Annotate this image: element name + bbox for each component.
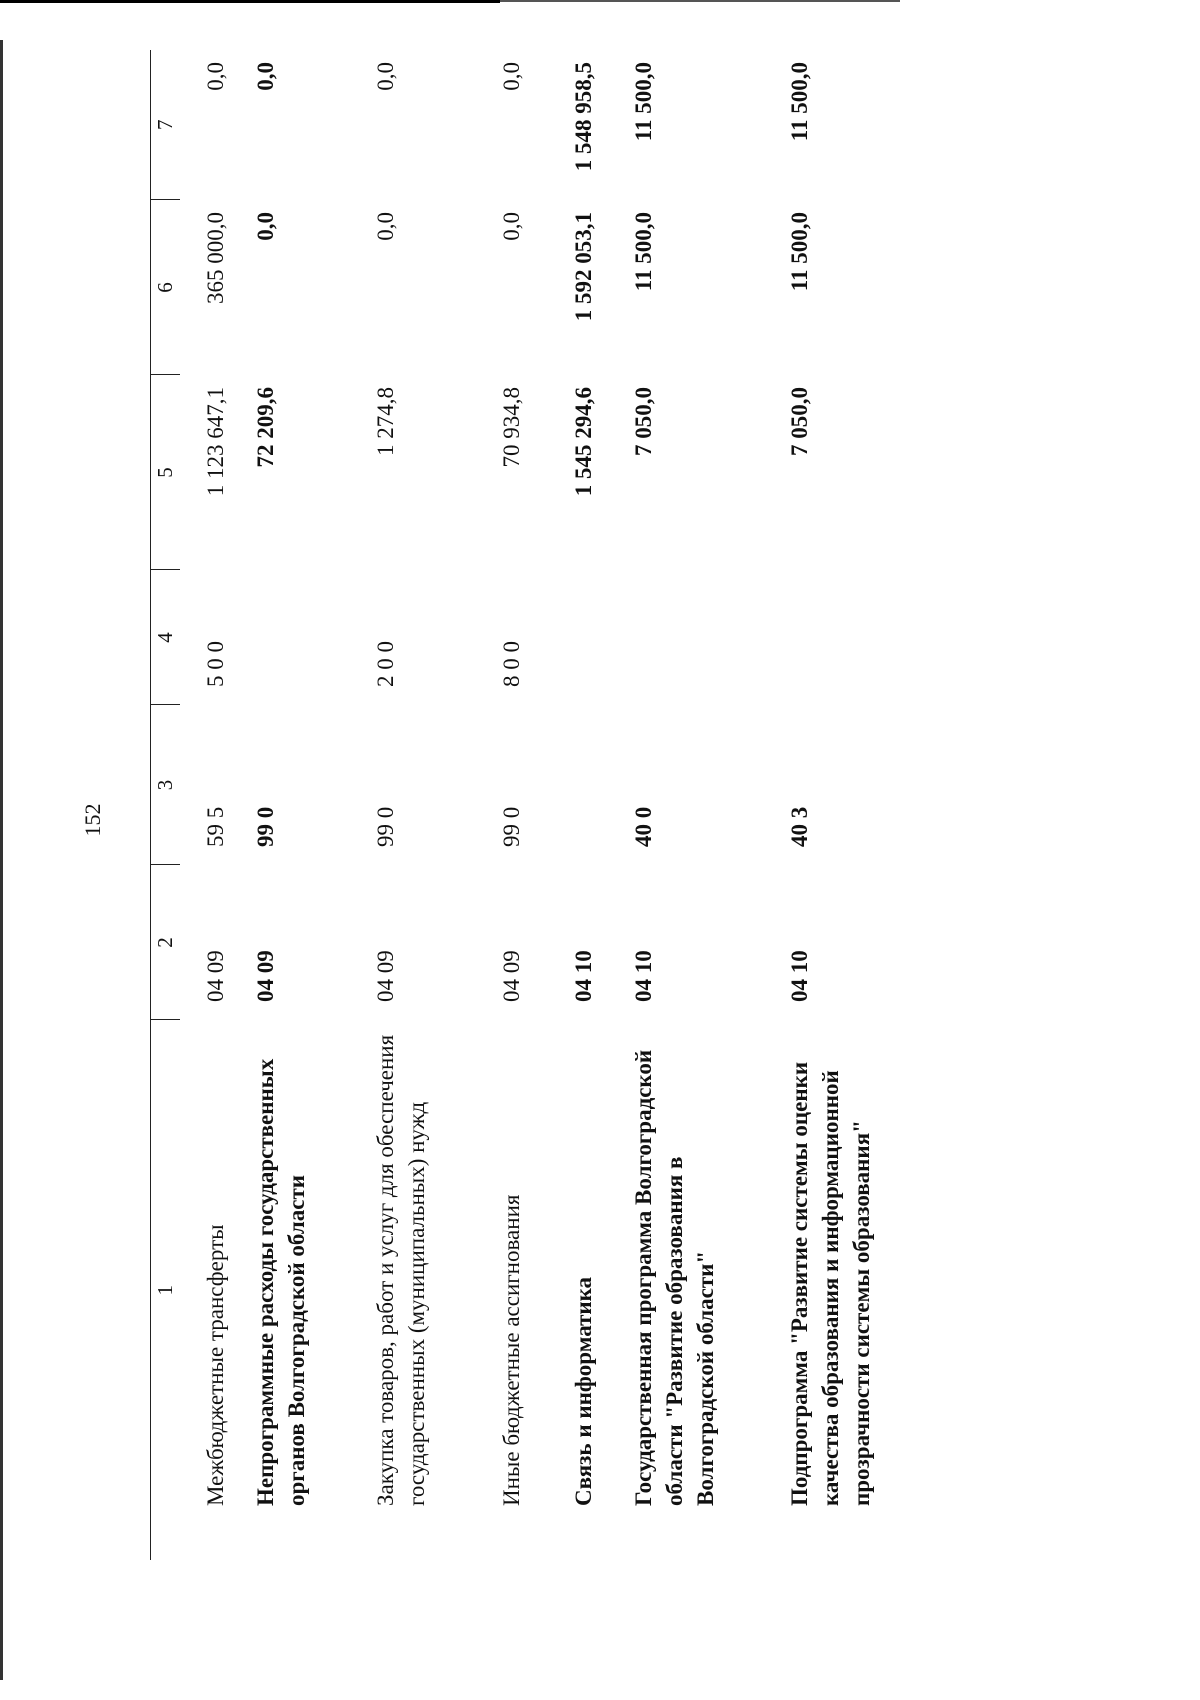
expense-type [562,570,628,705]
program-code: 40 3 [787,806,812,847]
amount-col-5: 1 274,8 [373,387,398,456]
table-row [488,50,562,1560]
section-code: 04 09 [203,950,228,1002]
row-name: Иные бюджетные ассигнования [499,1194,524,1506]
row-name: Подпрограмма "Развитие системы оценки качества образования и информационной прозрачности системы образования" [787,1061,874,1506]
amount-col-7: 11 500,0 [631,62,656,142]
table-row [784,50,974,1560]
header-col-1: 1 [151,1020,181,1560]
program-code [562,705,628,865]
expense-type [784,570,974,705]
amount-col-6: 1 592 053,1 [571,212,596,322]
scan-edge-top [0,0,500,3]
section-code: 04 09 [499,950,524,1002]
amount-col-7: 1 548 958,5 [571,62,596,172]
amount-col-6: 365 000,0 [203,212,228,304]
program-code: 40 0 [631,806,656,847]
expense-type [236,570,362,705]
table-row [628,50,784,1560]
program-code: 99 0 [499,806,524,847]
row-name: Непрограммные расходы государственных органов Волгоградской области [253,1058,309,1506]
expense-type: 2 0 0 [373,641,398,687]
program-code: 99 0 [253,806,278,847]
header-col-2: 2 [151,865,181,1020]
table-body [180,50,974,1560]
table-header [151,50,181,1560]
section-code: 04 09 [253,950,278,1002]
amount-col-7: 0,0 [203,62,228,91]
scan-edge-left [0,40,3,1680]
amount-col-5: 70 934,8 [499,387,524,468]
amount-col-6: 11 500,0 [787,212,812,292]
amount-col-5: 7 050,0 [787,387,812,456]
header-col-3: 3 [151,705,181,865]
expense-type: 5 0 0 [203,641,228,687]
table-row [180,50,236,1560]
header-col-4: 4 [151,570,181,705]
expense-type: 8 0 0 [499,641,524,687]
amount-col-6: 11 500,0 [631,212,656,292]
amount-col-5: 1 123 647,1 [203,387,228,497]
expense-type [628,570,784,705]
rotated-page-content [150,50,1010,1560]
header-col-7: 7 [151,50,181,200]
header-col-5: 5 [151,375,181,570]
header-row [151,50,181,1560]
table-row [562,50,628,1560]
amount-col-7: 0,0 [253,62,278,91]
amount-col-5: 72 209,6 [253,387,278,468]
row-name: Связь и информатика [571,1276,596,1506]
amount-col-6: 0,0 [253,212,278,241]
section-code: 04 10 [787,950,812,1002]
row-name: Межбюджетные трансферты [203,1224,228,1506]
amount-col-6: 0,0 [499,212,524,241]
amount-col-7: 0,0 [373,62,398,91]
section-code: 04 09 [373,950,398,1002]
header-col-6: 6 [151,200,181,375]
program-code: 99 0 [373,806,398,847]
amount-col-5: 1 545 294,6 [571,387,596,497]
row-name: Закупка товаров, работ и услуг для обеспечения государственных (муниципальных) нужд [373,1034,429,1506]
table-row [236,50,362,1560]
budget-table [150,50,974,1560]
amount-col-6: 0,0 [373,212,398,241]
scan-edge-top-thin [500,0,900,2]
page-number: 152 [80,803,105,837]
section-code: 04 10 [631,950,656,1002]
table-row [362,50,488,1560]
row-name: Государственная программа Волгоградской области "Развитие образования в Волгоградской области" [631,1049,718,1506]
program-code: 59 5 [203,806,228,847]
amount-col-7: 0,0 [499,62,524,91]
amount-col-7: 11 500,0 [787,62,812,142]
section-code: 04 10 [571,950,596,1002]
amount-col-5: 7 050,0 [631,387,656,456]
